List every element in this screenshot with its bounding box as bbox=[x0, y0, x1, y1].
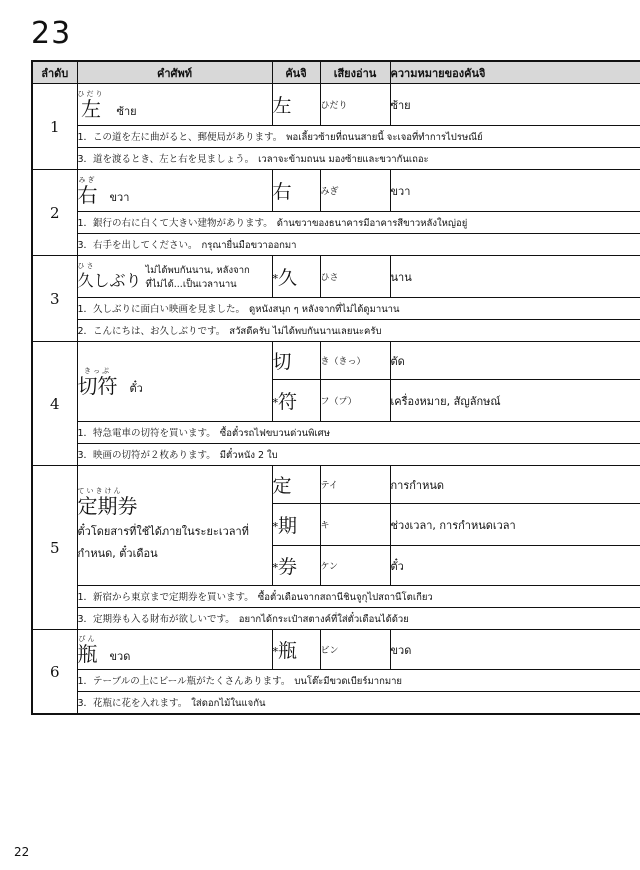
furigana: ていきけん bbox=[77, 486, 123, 495]
word-meaning: ตั๋ว bbox=[129, 381, 143, 395]
table-row bbox=[32, 630, 640, 670]
kanji-meaning: ขวา bbox=[390, 170, 640, 212]
example-th: ซื้อตั๋วเดือนจากสถานีชินจูกุไปสถานีโตเกียว bbox=[257, 591, 433, 603]
example-th: พอเลี้ยวซ้ายที่ถนนสายนี้ จะเจอที่ทำการไปรษณีย์ bbox=[286, 131, 483, 143]
kanji-char: 切 bbox=[272, 351, 292, 373]
kanji-reading: キ bbox=[320, 504, 390, 546]
example-row bbox=[32, 320, 640, 342]
entry-number: 4 bbox=[32, 342, 77, 466]
example-row bbox=[32, 692, 640, 715]
kanji-char: 券 bbox=[278, 556, 298, 578]
vocab-word-cell bbox=[77, 170, 272, 212]
word-meaning-line: ที่ไม่ได้...เป็นเวลานาน bbox=[145, 278, 237, 290]
header-word: คำศัพท์ bbox=[77, 61, 272, 84]
kanji-reading: テイ bbox=[320, 466, 390, 504]
kanji-cell bbox=[272, 466, 320, 504]
vocab-word: 右 bbox=[77, 182, 98, 207]
furigana: ひだり bbox=[77, 89, 105, 98]
example-jp: 1．テーブルの上にビール瓶がたくさんあります。 bbox=[77, 675, 291, 687]
example-th: ดูหนังสนุก ๆ หลังจากที่ไม่ได้ดูมานาน bbox=[249, 303, 400, 315]
entry-number: 5 bbox=[32, 466, 77, 630]
kanji-meaning: ขวด bbox=[390, 630, 640, 670]
example-row bbox=[32, 234, 640, 256]
vocab-word-cell bbox=[77, 466, 272, 586]
word-meaning-line: ตั๋วโดยสารที่ใช้ได้ภายในระยะเวลาที่ bbox=[77, 524, 249, 538]
vocab-word-cell bbox=[77, 84, 272, 126]
kanji-reading: ひだり bbox=[320, 84, 390, 126]
kanji-cell: *符 bbox=[272, 380, 320, 422]
kanji-meaning: ช่วงเวลา, การกำหนดเวลา bbox=[390, 504, 640, 546]
kanji-char: 瓶 bbox=[278, 640, 298, 662]
kanji-char: 符 bbox=[278, 391, 298, 413]
example-jp: 3．定期券も入る財布が欲しいです。 bbox=[77, 613, 235, 625]
furigana: ひさ bbox=[77, 261, 96, 270]
example-row bbox=[32, 298, 640, 320]
entry-number: 1 bbox=[32, 84, 77, 170]
kanji-meaning: ซ้าย bbox=[390, 84, 640, 126]
entry-number: 2 bbox=[32, 170, 77, 256]
vocab-word-cell bbox=[77, 630, 272, 670]
example-row bbox=[32, 586, 640, 608]
vocab-word-cell bbox=[77, 342, 272, 422]
table-header-row bbox=[32, 61, 640, 84]
example-jp: 3．右手を出してください。 bbox=[77, 239, 198, 251]
page-number: 22 bbox=[14, 845, 30, 859]
table-row bbox=[32, 170, 640, 212]
header-reading: เสียงอ่าน bbox=[320, 61, 390, 84]
example-row bbox=[32, 422, 640, 444]
example-th: กรุณายื่นมือขวาออกมา bbox=[201, 239, 297, 251]
table-row bbox=[32, 466, 640, 504]
table-row bbox=[32, 84, 640, 126]
example-th: บนโต๊ะมีขวดเบียร์มากมาย bbox=[294, 675, 402, 687]
kanji-reading: ケン bbox=[320, 546, 390, 586]
kanji-reading: ひさ bbox=[320, 256, 390, 298]
kanji-reading: き（きっ） bbox=[320, 342, 390, 380]
kanji-reading: みぎ bbox=[320, 170, 390, 212]
table-row bbox=[32, 256, 640, 298]
kanji-char: 右 bbox=[272, 181, 292, 203]
furigana: みぎ bbox=[78, 175, 97, 184]
word-meaning: ขวด bbox=[109, 649, 131, 663]
vocab-word: 定期券 bbox=[77, 493, 138, 518]
example-jp: 1．久しぶりに面白い映画を見ました。 bbox=[77, 303, 246, 315]
kanji-cell: *期 bbox=[272, 504, 320, 546]
kanji-reading: フ（プ） bbox=[320, 380, 390, 422]
kanji-cell bbox=[272, 84, 320, 126]
furigana: きっぷ bbox=[84, 366, 111, 375]
example-jp: 1．新宿から東京まで定期券を買います。 bbox=[77, 591, 254, 603]
vocab-word: 左 bbox=[81, 96, 101, 121]
kanji-meaning: การกำหนด bbox=[390, 466, 640, 504]
example-row bbox=[32, 670, 640, 692]
kanji-meaning: นาน bbox=[390, 256, 640, 298]
kanji-char: 左 bbox=[272, 95, 292, 117]
kanji-cell: *瓶 bbox=[272, 630, 320, 670]
table-row bbox=[32, 342, 640, 380]
kanji-cell bbox=[272, 342, 320, 380]
example-th: เวลาจะข้ามถนน มองซ้ายและขวากันเถอะ bbox=[258, 153, 429, 165]
example-th: อยากได้กระเป๋าสตางค์ที่ใส่ตั๋วเดือนได้ด้วย bbox=[238, 613, 409, 625]
example-th: สวัสดีครับ ไม่ได้พบกันนานเลยนะครับ bbox=[229, 325, 382, 337]
word-meaning: ซ้าย bbox=[116, 104, 137, 118]
example-jp: 1．銀行の右に白くて大きい建物があります。 bbox=[77, 217, 273, 229]
kanji-reading: ビン bbox=[320, 630, 390, 670]
example-th: ซื้อตั๋วรถไฟขบวนด่วนพิเศษ bbox=[219, 427, 330, 439]
example-th: ด้านขวาของธนาคารมีอาคารสีขาวหลังใหญ่อยู่ bbox=[276, 217, 468, 229]
example-jp: 3．花瓶に花を入れます。 bbox=[77, 697, 188, 709]
kanji-char: 久 bbox=[278, 267, 298, 289]
example-th: ใส่ดอกไม้ในแจกัน bbox=[191, 697, 266, 709]
example-row bbox=[32, 126, 640, 148]
example-jp: 1．特急電車の切符を買います。 bbox=[77, 427, 216, 439]
header-kanji: คันจิ bbox=[272, 61, 320, 84]
example-th: มีตั๋วหนัง 2 ใบ bbox=[219, 449, 278, 461]
kanji-cell: *久 bbox=[272, 256, 320, 298]
word-meaning-line: กำหนด, ตั๋วเดือน bbox=[77, 546, 158, 560]
kanji-meaning: ตัด bbox=[390, 342, 640, 380]
example-jp: 3．道を渡るとき、左と右を見ましょう。 bbox=[77, 153, 255, 165]
vocabulary-table bbox=[31, 60, 640, 715]
kanji-cell: *券 bbox=[272, 546, 320, 586]
kanji-char: 定 bbox=[272, 475, 292, 497]
example-row bbox=[32, 212, 640, 234]
vocab-word: 久しぶり bbox=[77, 270, 142, 290]
vocab-word-cell bbox=[77, 256, 272, 298]
word-meaning-line: ไม่ได้พบกันนาน, หลังจาก bbox=[145, 264, 250, 276]
example-jp: 2．こんにちは、お久しぶりです。 bbox=[77, 325, 226, 337]
vocab-word: 切符 bbox=[77, 373, 118, 398]
kanji-meaning: ตั๋ว bbox=[390, 546, 640, 586]
example-row bbox=[32, 608, 640, 630]
furigana: びん bbox=[78, 634, 97, 643]
example-jp: 1．この道を左に曲がると、郵便局があります。 bbox=[77, 131, 283, 143]
example-row bbox=[32, 444, 640, 466]
header-meaning: ความหมายของคันจิ bbox=[390, 61, 640, 84]
kanji-cell bbox=[272, 170, 320, 212]
example-jp: 3．映画の切符が２枚あります。 bbox=[77, 449, 216, 461]
word-meaning: ขวา bbox=[109, 190, 130, 204]
kanji-char: 期 bbox=[278, 515, 298, 537]
entry-number: 6 bbox=[32, 630, 77, 715]
kanji-meaning: เครื่องหมาย, สัญลักษณ์ bbox=[390, 380, 640, 422]
header-no: ลำดับ bbox=[32, 61, 77, 84]
entry-number: 3 bbox=[32, 256, 77, 342]
vocab-word: 瓶 bbox=[77, 641, 98, 666]
chapter-number: 23 bbox=[31, 16, 72, 51]
example-row bbox=[32, 148, 640, 170]
